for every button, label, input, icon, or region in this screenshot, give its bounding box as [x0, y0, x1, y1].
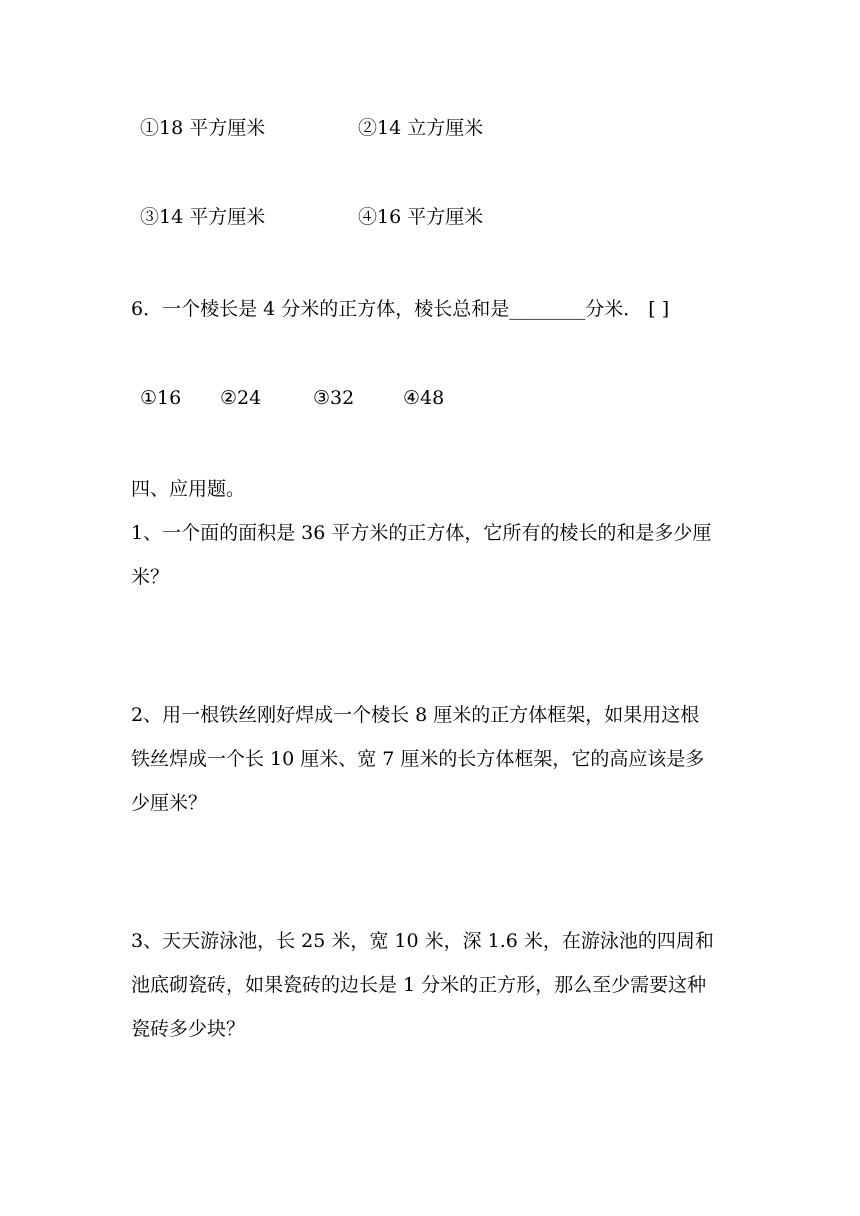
section-heading: 四、应用题。	[131, 478, 246, 500]
problem-2-line-2: 铁丝焊成一个长 10 厘米、宽 7 厘米的长方体框架，它的高应该是多	[131, 748, 705, 770]
q6-question-text: 6．一个棱长是 4 分米的正方体，棱长总和是________分米． [ ]	[131, 298, 670, 320]
problem-1-line-1: 1、一个面的面积是 36 平方米的正方体，它所有的棱长的和是多少厘	[131, 522, 712, 544]
problem-1-line-2: 米？	[131, 566, 170, 588]
problem-3-line-2: 池底砌瓷砖，如果瓷砖的边长是 1 分米的正方形，那么至少需要这种	[131, 974, 707, 996]
problem-2-line-1: 2、用一根铁丝刚好焊成一个棱长 8 厘米的正方体框架，如果用这根	[131, 704, 700, 726]
q6-option-3: ③32	[313, 387, 355, 409]
q6-option-2: ②24	[220, 387, 262, 409]
q5-option-3: ③14 平方厘米	[140, 206, 266, 228]
problem-2-line-3: 少厘米？	[131, 792, 208, 814]
q6-option-1: ①16	[140, 387, 182, 409]
problem-3-line-3: 瓷砖多少块？	[131, 1018, 246, 1040]
problem-3-line-1: 3、天天游泳池，长 25 米，宽 10 米，深 1.6 米，在游泳池的四周和	[131, 930, 714, 952]
q6-option-4: ④48	[403, 387, 445, 409]
q5-option-1: ①18 平方厘米	[140, 117, 266, 139]
q5-option-2: ②14 立方厘米	[358, 117, 484, 139]
q5-option-4: ④16 平方厘米	[358, 206, 484, 228]
